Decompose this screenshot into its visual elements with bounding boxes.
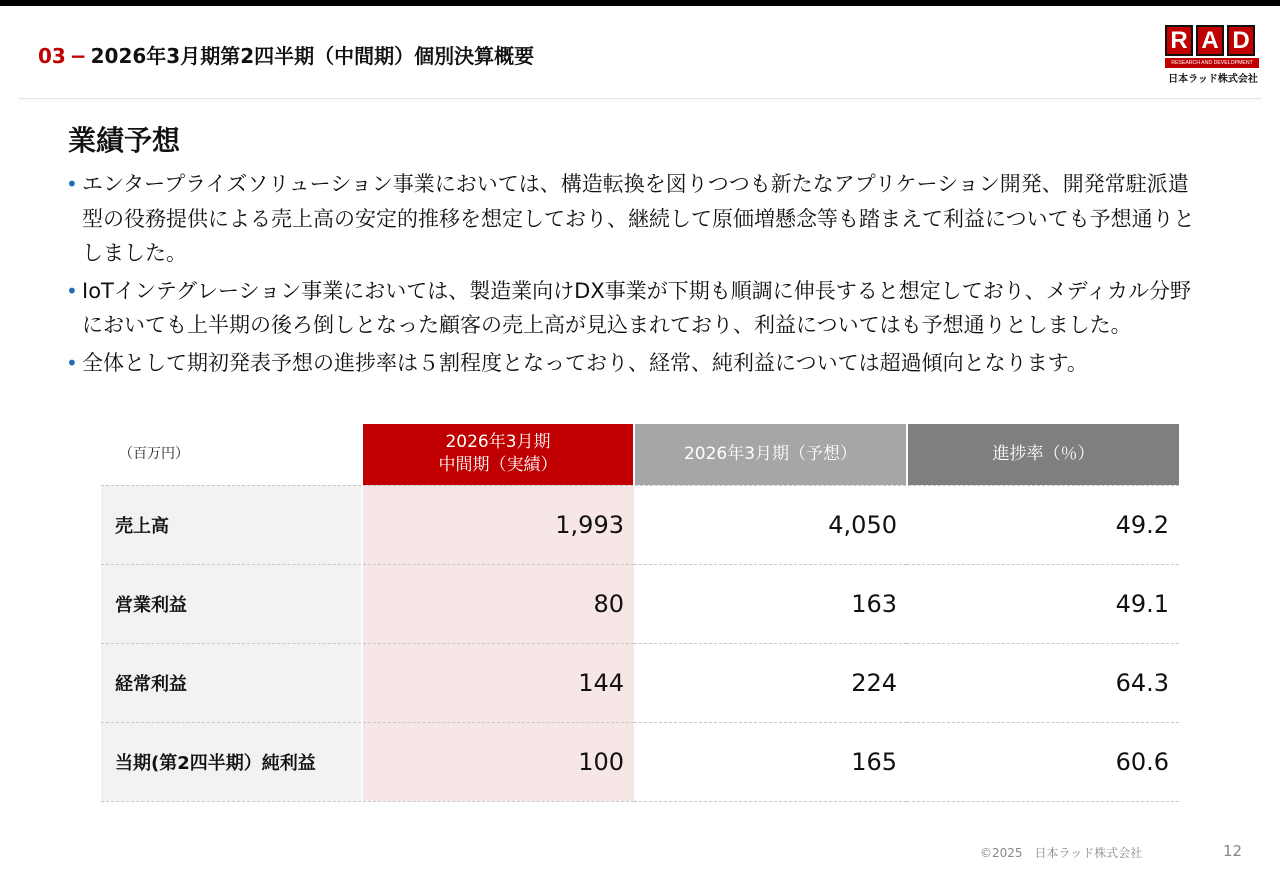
unit-label: （百万円）: [101, 424, 362, 485]
company-logo: [1165, 25, 1261, 91]
row-label: 営業利益: [101, 564, 362, 643]
footer-copyright: ©2025 日本ラッド株式会社: [980, 846, 1143, 860]
column-header-actual-line1: 2026年3月期: [445, 432, 551, 453]
forecast-table: [101, 424, 1179, 802]
rate-value: 60.6: [907, 722, 1179, 801]
actual-value: 144: [362, 643, 634, 722]
top-bar: [0, 0, 1280, 6]
forecast-value: 163: [634, 564, 907, 643]
section-number: 03: [38, 44, 66, 68]
table-header-row: [101, 424, 1179, 485]
column-header-rate: 進捗率（％）: [907, 424, 1179, 485]
table-row: [101, 564, 1179, 643]
rate-value: 49.2: [907, 485, 1179, 564]
actual-value: 1,993: [362, 485, 634, 564]
logo-subtitle: RESEARCH AND DEVELOPMENT: [1165, 58, 1259, 68]
forecast-value: 224: [634, 643, 907, 722]
page-header: [38, 40, 534, 69]
rate-value: 49.1: [907, 564, 1179, 643]
column-header-actual-line2: 中間期（実績）: [438, 455, 558, 476]
actual-value: 100: [362, 722, 634, 801]
row-label: 経常利益: [101, 643, 362, 722]
logo-company-name: 日本ラッド株式会社: [1168, 74, 1258, 85]
page-number: 12: [1223, 842, 1243, 860]
forecast-value: 4,050: [634, 485, 907, 564]
logo-letter-a: A: [1196, 25, 1224, 56]
page-title: 2026年3月期第2四半期（中間期）個別決算概要: [90, 44, 535, 68]
logo-letter-r: R: [1165, 25, 1193, 56]
section-title: 業績予想: [68, 124, 181, 157]
bullet-item: • IoTインテグレーション事業においては、製造業向けDX事業が下期も順調に伸長すると想定しており、メディカル分野においても上半期の後ろ倒しとなった顧客の売上高が見込まれており、利益についてはも予想通りとしました。: [66, 274, 1206, 343]
column-header-actual: [362, 424, 634, 485]
table-row: [101, 485, 1179, 564]
row-label: 当期(第2四半期）純利益: [101, 722, 362, 801]
header-dash: −: [69, 44, 87, 68]
column-header-forecast: 2026年3月期（予想）: [634, 424, 907, 485]
row-label: 売上高: [101, 485, 362, 564]
logo-letter-d: D: [1227, 25, 1255, 56]
table-row: [101, 722, 1179, 801]
forecast-value: 165: [634, 722, 907, 801]
rate-value: 64.3: [907, 643, 1179, 722]
header-divider: [18, 98, 1262, 99]
bullet-item: • 全体として期初発表予想の進捗率は５割程度となっており、経常、純利益については超過傾向となります。: [66, 346, 1206, 381]
bullet-item: • エンタープライズソリューション事業においては、構造転換を図りつつも新たなアプリケーション開発、開発常駐派遣型の役務提供による売上高の安定的推移を想定しており、継続して原価増懸念等も踏まえて利益についても予想通りとしました。: [66, 167, 1206, 271]
table-row: [101, 643, 1179, 722]
logo-letters: [1165, 25, 1261, 56]
actual-value: 80: [362, 564, 634, 643]
bullet-list: [66, 167, 1206, 383]
